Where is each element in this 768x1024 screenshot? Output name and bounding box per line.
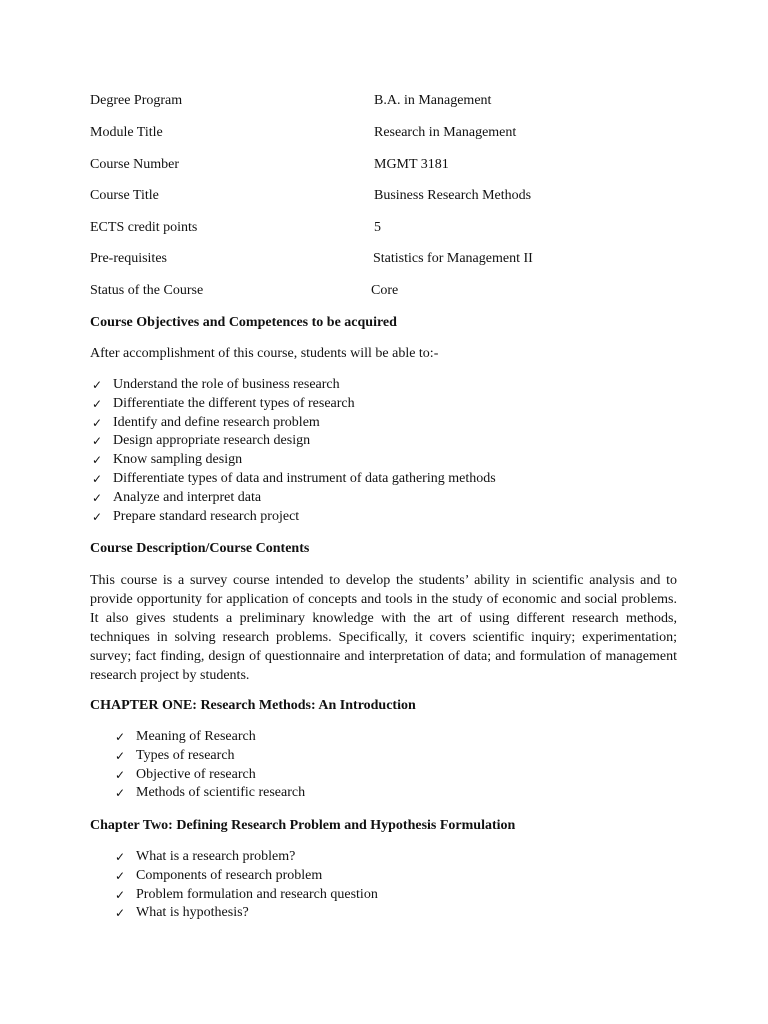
list-item [90, 376, 496, 395]
info-label: Pre-requisites [90, 251, 167, 266]
description-heading: Course Description/Course Contents [90, 541, 310, 556]
list-item-text: Prepare standard research project [113, 508, 300, 524]
list-item-text: Types of research [136, 747, 235, 763]
list-item-text: Analyze and interpret data [113, 489, 262, 505]
list-item-text: Problem formulation and research question [136, 886, 378, 902]
list-item [113, 784, 305, 803]
list-item [113, 766, 305, 785]
info-value: Research in Management [374, 125, 517, 140]
checkmark-icon: ✓ [91, 415, 103, 430]
checkmark-icon: ✓ [114, 887, 126, 902]
description-paragraph: This course is a survey course intended to develop the students’ ability in scientific analysis and to provide opportunity for application of concepts and tools in the study of economic and social problems. It also gives students a preliminary knowledge with the art of using different research methods, techniques in solving research problems. Specifically, it covers scientific inquiry; experimentation; survey; fact finding, design of questionnaire and interpretation of data; and formulation of management research project by students. [90, 573, 677, 683]
list-item-text: What is hypothesis? [136, 905, 249, 921]
checkmark-icon: ✓ [91, 471, 103, 486]
list-item-text: Understand the role of business research [113, 377, 340, 392]
chapter-one-list [113, 728, 305, 803]
info-value: MGMT 3181 [374, 157, 449, 172]
info-label: Degree Program [90, 93, 183, 108]
checkmark-icon: ✓ [91, 378, 103, 392]
list-item [113, 886, 378, 905]
checkmark-icon: ✓ [114, 868, 126, 883]
info-value: Statistics for Management II [373, 251, 533, 266]
list-item-text: Components of research problem [136, 867, 323, 883]
list-item [90, 451, 496, 470]
checkmark-icon: ✓ [91, 509, 103, 524]
list-item [113, 728, 305, 747]
list-item [90, 432, 496, 451]
checkmark-icon: ✓ [114, 786, 126, 801]
list-item [90, 395, 496, 414]
checkmark-icon: ✓ [114, 906, 126, 921]
checkmark-icon: ✓ [114, 850, 126, 864]
list-item [113, 867, 378, 886]
list-item [113, 904, 378, 923]
checkmark-icon: ✓ [91, 453, 103, 468]
list-item-text: Know sampling design [113, 452, 243, 468]
list-item [113, 747, 305, 766]
info-label: Status of the Course [90, 283, 204, 298]
checkmark-icon: ✓ [114, 730, 126, 744]
list-item-text: Differentiate the different types of research [113, 395, 355, 411]
chapter-two-heading: Chapter Two: Defining Research Problem and Hypothesis Formulation [90, 818, 516, 833]
info-value: B.A. in Management [374, 93, 492, 108]
list-item-text: Design appropriate research design [113, 433, 311, 449]
list-item-text: Objective of research [136, 766, 256, 782]
info-value: Business Research Methods [374, 188, 532, 203]
list-item [90, 470, 496, 489]
objectives-intro: After accomplishment of this course, students will be able to:- [90, 346, 439, 361]
list-item-text: Identify and define research problem [113, 414, 320, 430]
objectives-heading: Course Objectives and Competences to be acquired [90, 315, 397, 330]
info-label: Module Title [90, 125, 163, 140]
info-label: Course Title [90, 188, 159, 203]
checkmark-icon: ✓ [91, 434, 103, 449]
checkmark-icon: ✓ [91, 490, 103, 505]
checkmark-icon: ✓ [91, 396, 103, 411]
list-item [90, 508, 496, 527]
info-label: Course Number [90, 157, 180, 172]
list-item-text: Meaning of Research [136, 729, 256, 744]
checkmark-icon: ✓ [114, 767, 126, 782]
list-item-text: Methods of scientific research [136, 785, 306, 801]
list-item-text: Differentiate types of data and instrument of data gathering methods [113, 470, 496, 486]
info-label: ECTS credit points [90, 220, 198, 235]
info-value: Core [371, 283, 399, 298]
chapter-two-list [113, 848, 378, 923]
list-item [113, 848, 378, 867]
objectives-list [90, 376, 496, 526]
info-value: 5 [374, 220, 381, 235]
list-item [90, 489, 496, 508]
checkmark-icon: ✓ [114, 748, 126, 763]
chapter-one-heading: CHAPTER ONE: Research Methods: An Introduction [90, 698, 416, 713]
list-item [90, 414, 496, 433]
list-item-text: What is a research problem? [136, 849, 296, 864]
